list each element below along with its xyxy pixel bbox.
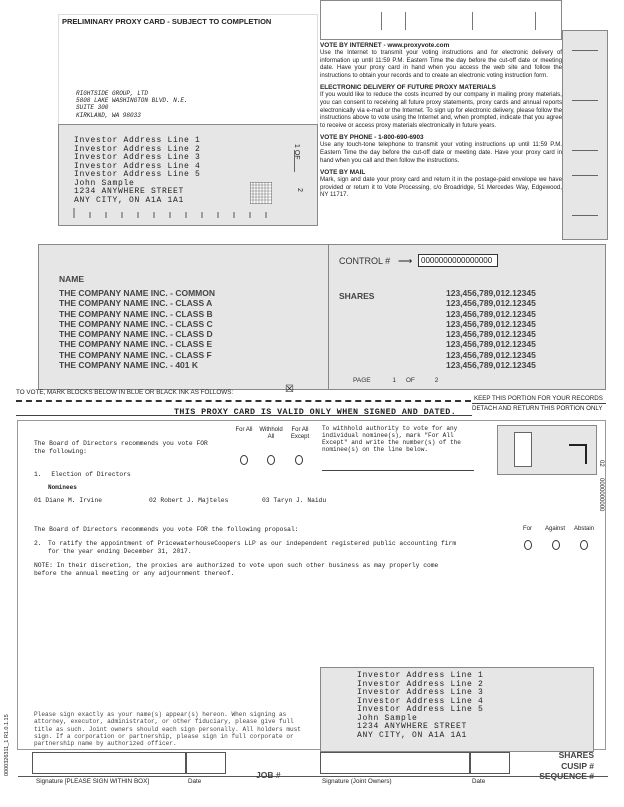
- sequence-label: SEQUENCE #: [539, 771, 594, 781]
- company-address-line: RIGHTSIDE GROUP, LTD: [76, 90, 149, 97]
- withhold-all-checkbox[interactable]: [267, 455, 275, 465]
- right-code: 0000000000: [598, 478, 604, 512]
- vote-phone-title: VOTE BY PHONE - 1-800-690-6903: [320, 134, 424, 142]
- investor-address-line: Investor Address Line 4: [74, 161, 201, 171]
- against-checkbox[interactable]: [552, 540, 560, 550]
- holding-names: [59, 288, 215, 370]
- holding-shares-value: 123,456,789,012.12345: [446, 339, 536, 350]
- investor-address-line: Investor Address Line 1: [74, 136, 201, 145]
- holding-shares-value: 123,456,789,012.12345: [446, 318, 536, 329]
- investor-address-line: Investor Address Line 1: [357, 671, 484, 680]
- nominee: 01 Diane M. Irvine: [34, 497, 103, 504]
- tick: [381, 12, 382, 30]
- investor-address-line: Investor Address Line 2: [74, 144, 201, 154]
- company-address: [76, 90, 188, 119]
- electronic-delivery-body: If you would like to reduce the costs incurred by our company in mailing proxy materials, you can consent to receiving all future proxy statements, proxy cards and annual reports electronically via e-mail or the Internet. To sign up for electronic delivery, please follow the instructions above to vote using the Internet and, when prompted, indicate that you agree to receive or access proxy materials electronically in future years.: [320, 91, 562, 129]
- holding-name: THE COMPANY NAME INC. - 401 K: [59, 360, 199, 371]
- holding-name: THE COMPANY NAME INC. - CLASS C: [59, 318, 213, 329]
- holding-name: THE COMPANY NAME INC. - CLASS D: [59, 329, 213, 340]
- item-1-text: Election of Directors: [51, 471, 131, 478]
- page-label: PAGE: [353, 377, 371, 384]
- holdings-divider: [328, 244, 329, 390]
- investor-address-line: John Sample: [357, 713, 418, 723]
- holding-name: THE COMPANY NAME INC. - CLASS F: [59, 349, 212, 360]
- mark-instruction: TO VOTE, MARK BLOCKS BELOW IN BLUE OR BLACK INK AS FOLLOWS:: [16, 389, 234, 396]
- holding-shares-value: 123,456,789,012.12345: [446, 329, 536, 340]
- board-recommendation-2: The Board of Directors recommends you vote FOR the following proposal:: [34, 526, 299, 533]
- holding-shares-value: 123,456,789,012.12345: [446, 308, 536, 319]
- signature-box-2[interactable]: [320, 752, 470, 774]
- cusip-label: CUSIP #: [561, 760, 594, 771]
- page-num: 1: [392, 377, 397, 384]
- left-code: 0000326311_1 R1.0.1.15: [4, 714, 10, 776]
- ruler-ticks: [72, 208, 282, 220]
- col-against: Against: [545, 526, 566, 532]
- investor-address-line: Investor Address Line 5: [357, 705, 484, 714]
- top-right-window: [320, 0, 562, 40]
- holding-shares-value: 123,456,789,012.12345: [446, 360, 536, 371]
- item-1-number: 1.: [34, 471, 42, 478]
- shares-code-label: SHARES: [558, 750, 594, 760]
- control-label: CONTROL #: [339, 256, 391, 266]
- electronic-delivery-title: ELECTRONIC DELIVERY OF FUTURE PROXY MATERIALS: [320, 84, 496, 92]
- note-text: NOTE: In their discretion, the proxies are authorized to vote upon such other business as may properly come before the annual meeting or any adjournment thereof.: [34, 562, 439, 577]
- detach-portion-label: DETACH AND RETURN THIS PORTION ONLY: [472, 405, 603, 412]
- tab-tick: [572, 100, 598, 101]
- withhold-write-line[interactable]: [322, 470, 474, 471]
- arrow-right-icon: ⟶: [398, 256, 413, 267]
- col-for-all: For All: [235, 427, 253, 433]
- prelim-title: PRELIMINARY PROXY CARD - SUBJECT TO COMPLETION: [62, 17, 272, 26]
- investor-address-line: Investor Address Line 5: [74, 170, 201, 179]
- item-2-text: To ratify the appointment of PricewaterhouseCoopers LLP as our independent registered public accounting firm for the year ending December 31, 2017.: [48, 540, 457, 555]
- marked-box-example-icon: ☒: [285, 384, 294, 395]
- nominee: 02 Robert J. Majteles: [149, 497, 229, 504]
- company-address-line: 5808 LAKE WASHINGTON BLVD. N.E.: [76, 97, 188, 105]
- holding-shares-value: 123,456,789,012.12345: [446, 288, 536, 298]
- date-label-1: Date: [188, 778, 202, 785]
- withhold-instruction: To withhold authority to vote for any individual nominee(s), mark "For All Except" and write the number(s) of the nominee(s) on the line below.: [322, 425, 461, 453]
- vote-internet-body: Use the Internet to transmit your voting instructions and for electronic delivery of information up until 11:59 P.M. Eastern Time the day before the cut-off date or meeting date. Have your proxy card in hand when you access the web site and follow the instructions to obtain your records and to create an electronic voting instruction form.: [320, 49, 562, 79]
- investor-address-top: [74, 137, 201, 205]
- vote-mail-title: VOTE BY MAIL: [320, 169, 366, 177]
- date-label-2: Date: [472, 778, 486, 785]
- valid-notice: THIS PROXY CARD IS VALID ONLY WHEN SIGNED AND DATED.: [174, 407, 457, 417]
- tab-tick: [572, 215, 598, 216]
- tab-tick: [572, 150, 598, 151]
- for-checkbox[interactable]: [524, 540, 532, 550]
- tab-tick: [572, 175, 598, 176]
- holding-shares-value: 123,456,789,012.12345: [446, 349, 536, 360]
- investor-address-line: 1234 ANYWHERE STREET: [357, 722, 468, 731]
- portion-divider: [472, 403, 606, 404]
- shares-label: SHARES: [339, 291, 375, 301]
- keep-portion-label: KEEP THIS PORTION FOR YOUR RECORDS: [474, 395, 603, 402]
- investor-address-line: Investor Address Line 2: [357, 679, 484, 689]
- holding-name: THE COMPANY NAME INC. - CLASS E: [59, 339, 213, 350]
- control-number: 0000000000000000: [418, 254, 498, 267]
- signature-label-1: Signature [PLEASE SIGN WITHIN BOX]: [36, 778, 150, 785]
- board-recommendation-1: The Board of Directors recommends you vote FOR the following:: [34, 440, 208, 455]
- company-address-line: SUITE 300: [76, 104, 109, 112]
- investor-address-line: Investor Address Line 3: [357, 688, 484, 697]
- company-address-line: KIRKLAND, WA 98033: [76, 111, 141, 119]
- investor-address-line: Investor Address Line 4: [357, 696, 484, 706]
- name-label: NAME: [59, 274, 85, 284]
- vote-phone-body: Use any touch-tone telephone to transmit your voting instructions up until 11:59 P.M. Eastern Time the day before the cut-off date or meeting date. Have your proxy card in hand when you call and then follow the instructions.: [320, 141, 562, 164]
- investor-address-line: ANY CITY, ON A1A 1A1: [74, 195, 185, 205]
- holding-name: THE COMPANY NAME INC. - CLASS B: [59, 308, 213, 319]
- side-mark: 2: [296, 188, 303, 192]
- side-page-marks: [290, 144, 302, 160]
- vote-internet-title: VOTE BY INTERNET - www.proxyvote.com: [320, 42, 450, 49]
- page-total: 2: [434, 377, 439, 384]
- corner-mark: [569, 444, 587, 464]
- col-for-all-except: For All Except: [290, 427, 310, 440]
- scan-target: [514, 432, 532, 467]
- vote-mail-body: Mark, sign and date your proxy card and return it in the postage-paid envelope we have provided or return it to Vote Processing, c/o Broadridge, 51 Mercedes Way, Edgewood, NY 11717.: [320, 176, 562, 199]
- col-withhold-all: Withhold All: [259, 427, 283, 440]
- right-code: 02: [598, 460, 604, 467]
- for-all-except-checkbox[interactable]: [295, 455, 303, 465]
- voting-instructions: [320, 42, 562, 238]
- investor-address-line: ANY CITY, ON A1A 1A1: [357, 730, 468, 740]
- detach-line: [16, 400, 471, 402]
- page-of: OF: [405, 377, 415, 384]
- tick: [472, 12, 473, 30]
- col-for: For: [523, 526, 532, 532]
- investor-address-bottom: [357, 672, 484, 740]
- signature-label-2: Signature (Joint Owners): [322, 778, 392, 785]
- job-number-label: JOB #: [256, 770, 281, 780]
- for-all-checkbox[interactable]: [240, 455, 248, 465]
- footer-codes: [520, 750, 594, 782]
- abstain-checkbox[interactable]: [580, 540, 588, 550]
- col-abstain: Abstain: [574, 526, 595, 532]
- nominees-label: Nominees: [48, 484, 77, 491]
- 2d-barcode-icon: [250, 182, 272, 204]
- tick: [405, 12, 406, 30]
- investor-address-line: Investor Address Line 3: [74, 153, 201, 162]
- date-box-2[interactable]: [470, 752, 510, 774]
- sign-instructions: Please sign exactly as your name(s) appear(s) hereon. When signing as attorney, executor, administrator, or other fiduciary, please give full title as such. Joint owners should each sign personally. All holders must sign. If a corporation or partnership, please sign in full corporate or partnership name by authorized officer.: [34, 711, 301, 748]
- page-indicator: [353, 377, 438, 384]
- holding-shares: [446, 288, 536, 370]
- signature-box-1[interactable]: [32, 752, 186, 774]
- tab-tick: [572, 50, 598, 51]
- holding-name: THE COMPANY NAME INC. - COMMON: [59, 288, 215, 298]
- holding-shares-value: 123,456,789,012.12345: [446, 298, 536, 309]
- investor-address-line: 1234 ANYWHERE STREET: [74, 187, 185, 196]
- side-mark: OF: [293, 149, 300, 160]
- nominee: 03 Taryn J. Naidu: [262, 497, 327, 504]
- edge-tab: [562, 30, 608, 240]
- item-2-number: 2.: [34, 540, 42, 547]
- item-1: [34, 471, 131, 478]
- side-mark: 1: [293, 144, 300, 148]
- holding-name: THE COMPANY NAME INC. - CLASS A: [59, 298, 213, 309]
- tick: [535, 12, 536, 30]
- date-box-1[interactable]: [186, 752, 226, 774]
- investor-address-line: John Sample: [74, 178, 135, 188]
